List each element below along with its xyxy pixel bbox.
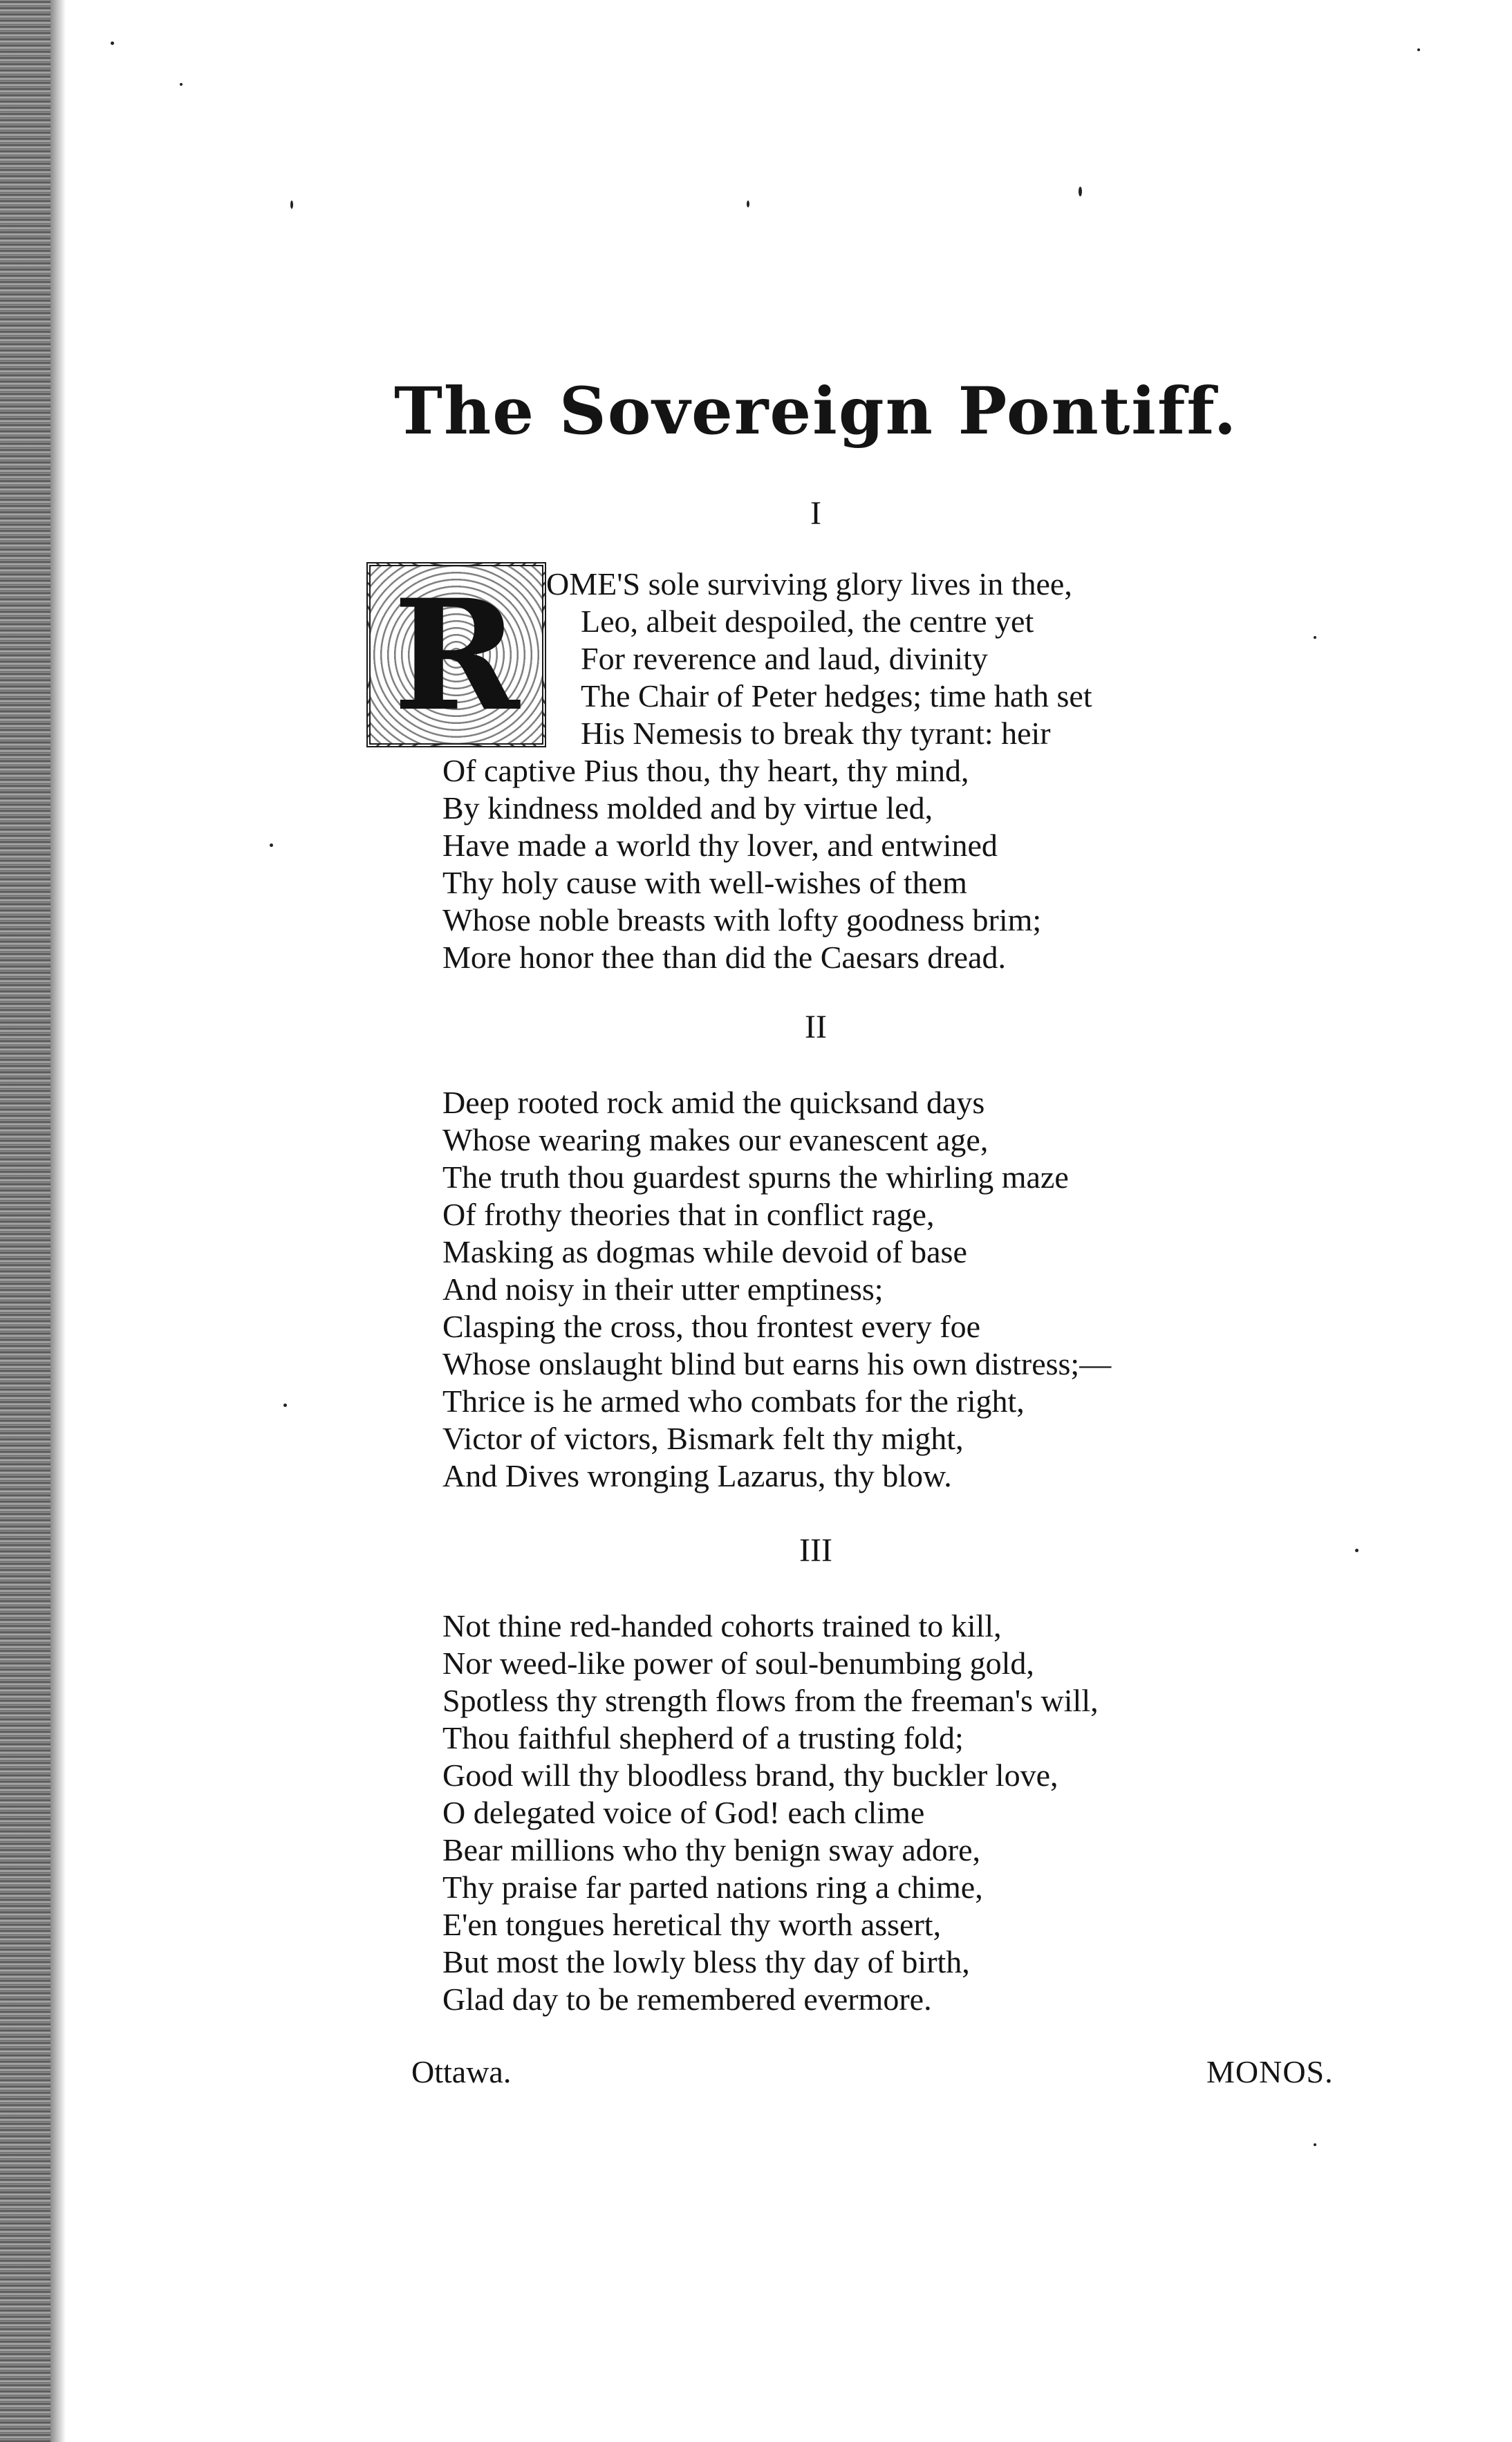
author-signature: MONOS. — [1206, 2054, 1334, 2089]
poem-line: The truth thou guardest spurns the whirling maze — [442, 1159, 1069, 1195]
page-binding-edge — [0, 0, 66, 2442]
scan-speck — [1079, 187, 1082, 196]
stanza-1 — [442, 566, 1092, 976]
poem-line: O delegated voice of God! each clime — [442, 1795, 925, 1830]
scan-speck — [1314, 636, 1316, 639]
poem-line: The Chair of Peter hedges; time hath set — [581, 678, 1092, 714]
section-number: I — [810, 495, 821, 532]
poem-line: Masking as dogmas while devoid of base — [442, 1234, 967, 1269]
poem-line: Thrice is he armed who combats for the right, — [442, 1383, 1025, 1419]
scan-speck — [1355, 1549, 1359, 1552]
poem-line: OME'S sole surviving glory lives in thee, — [546, 566, 1072, 602]
poem-line: Victor of victors, Bismark felt thy might, — [442, 1421, 964, 1456]
poem-line: Bear millions who thy benign sway adore, — [442, 1832, 981, 1867]
poem-line: Whose onslaught blind but earns his own distress;— — [442, 1346, 1112, 1381]
poem-title: The Sovereign Pontiff. — [394, 373, 1238, 449]
poem-line: And noisy in their utter emptiness; — [442, 1271, 884, 1307]
stanza-2 — [442, 1084, 1111, 1495]
poem-line: More honor thee than did the Caesars dread. — [442, 940, 1006, 975]
stanza-3 — [442, 1607, 1099, 2018]
poem-line: Have made a world thy lover, and entwined — [442, 828, 998, 863]
poem-line: And Dives wronging Lazarus, thy blow. — [442, 1458, 952, 1493]
poem-line: Good will thy bloodless brand, thy buckler love, — [442, 1758, 1058, 1793]
poem-line: Thy holy cause with well-wishes of them — [442, 865, 967, 900]
poem-line: Clasping the cross, thou frontest every foe — [442, 1309, 980, 1344]
scan-speck — [1314, 2143, 1316, 2146]
scan-speck — [1417, 48, 1420, 51]
drop-cap-letter: R — [371, 566, 542, 743]
poem-line: Thou faithful shepherd of a trusting fold; — [442, 1720, 964, 1755]
poem-line: Of frothy theories that in conflict rage, — [442, 1197, 935, 1232]
poem-line: E'en tongues heretical thy worth assert, — [442, 1907, 942, 1942]
poem-line: Thy praise far parted nations ring a chime, — [442, 1870, 983, 1905]
poem-line: Nor weed-like power of soul-benumbing gold, — [442, 1646, 1034, 1681]
scan-speck — [270, 843, 273, 847]
poem-line: Of captive Pius thou, thy heart, thy mind, — [442, 753, 969, 788]
poem-line: Deep rooted rock amid the quicksand days — [442, 1085, 985, 1120]
scan-speck — [290, 201, 293, 209]
poem-line: But most the lowly bless thy day of birth, — [442, 1944, 970, 1979]
scan-speck — [283, 1404, 287, 1407]
poem-line: For reverence and laud, divinity — [581, 641, 988, 676]
section-number: II — [805, 1009, 827, 1045]
poem-line: Glad day to be remembered evermore. — [442, 1982, 932, 2017]
poem-line: Whose wearing makes our evanescent age, — [442, 1122, 989, 1157]
scan-speck — [111, 41, 114, 45]
poem-line: Leo, albeit despoiled, the centre yet — [581, 604, 1034, 639]
poem-line: By kindness molded and by virtue led, — [442, 790, 933, 826]
section-number: III — [799, 1532, 832, 1569]
poem-line: Not thine red-handed cohorts trained to kill, — [442, 1608, 1002, 1643]
poem-line: Spotless thy strength flows from the freeman's will, — [442, 1683, 1099, 1718]
scan-speck — [747, 201, 749, 207]
poem-line: Whose noble breasts with lofty goodness brim; — [442, 902, 1042, 938]
scan-speck — [180, 83, 183, 86]
poem-line: His Nemesis to break thy tyrant: heir — [581, 716, 1051, 751]
place-of-writing: Ottawa. — [411, 2054, 512, 2089]
